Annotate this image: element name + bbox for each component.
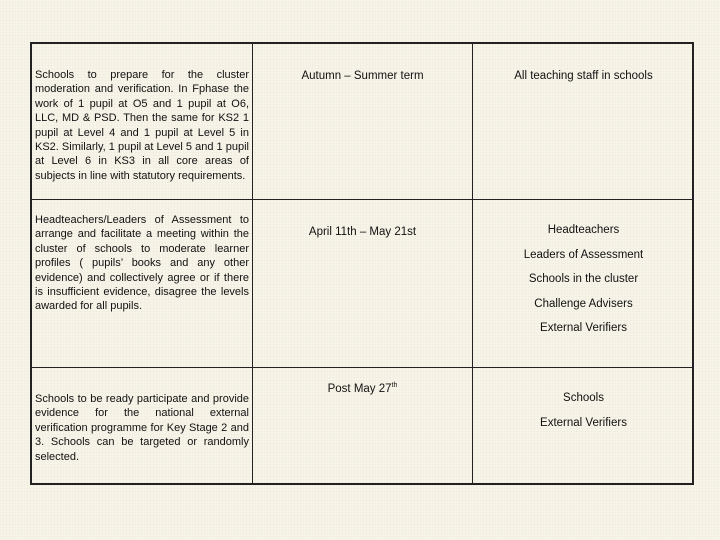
- description-cell: [32, 368, 253, 483]
- timing-cell: [253, 368, 473, 483]
- assessment-schedule-table: [30, 42, 694, 485]
- responsible-item: Challenge Advisers: [534, 297, 633, 310]
- responsible-cell: [473, 368, 694, 483]
- responsible-item: External Verifiers: [540, 322, 627, 334]
- responsible-item: Schools in the cluster: [528, 273, 639, 285]
- responsible-item: All teaching staff in schools: [514, 70, 653, 82]
- responsible-item: Headteachers: [547, 224, 620, 236]
- row-description: Schools to be ready participate and provide evidence for the national external verification programme for Key Stage 2 and 3. Schools can be targeted or randomly selected.: [35, 393, 249, 463]
- table-row: [32, 199, 692, 367]
- row-timing: Autumn – Summer term: [301, 70, 424, 82]
- responsible-item: Leaders of Assessment: [523, 248, 644, 261]
- row-description: Schools to prepare for the cluster moderation and verification. In Fphase the work of 1 pupil at O5 and 1 pupil at O6, LLC, MD & PSD. Then the same for KS2 1 pupil at Level 4 and 1 pupil at Level 5 in KS2. Similarly, 1 pupil at Level 5 and 1 pupil at Level 6 in KS3 in all core areas of subjects in line with statutory requirements.: [35, 69, 249, 182]
- responsible-cell: [473, 44, 694, 199]
- table-row: [32, 44, 692, 199]
- description-cell: [32, 200, 253, 367]
- row-timing: April 11th – May 21st: [308, 226, 417, 238]
- row-timing: Post May 27th: [327, 382, 398, 395]
- description-cell: [32, 44, 253, 199]
- ordinal-suffix: th: [391, 382, 398, 390]
- timing-cell: [253, 200, 473, 367]
- responsible-item: External Verifiers: [540, 416, 627, 429]
- table-row: [32, 367, 692, 483]
- responsible-item: Schools: [563, 392, 604, 404]
- responsible-cell: [473, 200, 694, 367]
- timing-cell: [253, 44, 473, 199]
- row-description: Headteachers/Leaders of Assessment to arrange and facilitate a meeting within the cluster of schools to moderate learner profiles ( pupils’ books and any other evidence) and collectively agree or if there is insufficient evidence, disagree the levels awarded for all pupils.: [35, 214, 249, 313]
